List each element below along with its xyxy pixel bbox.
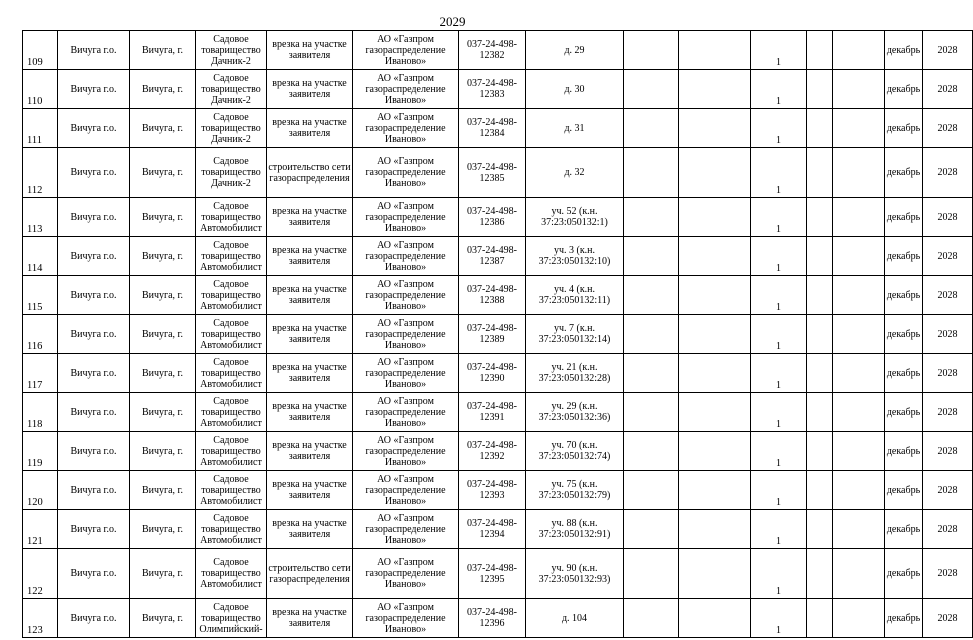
settlement-name: Садовое товарищество Автомобилист [196, 198, 267, 237]
row-number: 112 [23, 148, 58, 198]
empty-cell [833, 599, 885, 638]
quantity: 1 [751, 237, 807, 276]
row-number: 121 [23, 510, 58, 549]
row-number: 116 [23, 315, 58, 354]
address: д. 30 [526, 70, 624, 109]
settlement-name: Садовое товарищество Дачник-2 [196, 70, 267, 109]
empty-cell [833, 276, 885, 315]
municipality: Вичуга г.о. [58, 599, 130, 638]
table-row [23, 315, 973, 354]
application-code: 037-24-498-12392 [459, 432, 526, 471]
empty-cell [624, 510, 679, 549]
month: декабрь [885, 31, 923, 70]
empty-cell [833, 315, 885, 354]
empty-cell [833, 109, 885, 148]
settlement-name: Садовое товарищество Олимпийский- [196, 599, 267, 638]
application-code: 037-24-498-12388 [459, 276, 526, 315]
empty-cell [833, 393, 885, 432]
row-number: 122 [23, 549, 58, 599]
empty-cell [624, 70, 679, 109]
empty-cell [624, 354, 679, 393]
quantity: 1 [751, 432, 807, 471]
empty-cell [807, 432, 833, 471]
address: уч. 90 (к.н. 37:23:050132:93) [526, 549, 624, 599]
address: д. 104 [526, 599, 624, 638]
empty-cell [807, 599, 833, 638]
row-number: 120 [23, 471, 58, 510]
quantity: 1 [751, 148, 807, 198]
gas-connection-table [22, 30, 973, 638]
empty-cell [807, 315, 833, 354]
city: Вичуга, г. [130, 599, 196, 638]
empty-cell [807, 198, 833, 237]
application-code: 037-24-498-12389 [459, 315, 526, 354]
municipality: Вичуга г.о. [58, 315, 130, 354]
organization: АО «Газпром газораспределение Иваново» [353, 471, 459, 510]
empty-cell [679, 432, 751, 471]
address: д. 31 [526, 109, 624, 148]
year: 2028 [923, 510, 973, 549]
table-row [23, 471, 973, 510]
table-body [23, 31, 973, 638]
municipality: Вичуга г.о. [58, 276, 130, 315]
page-number: 2029 [439, 14, 466, 29]
year: 2028 [923, 148, 973, 198]
empty-cell [624, 432, 679, 471]
application-code: 037-24-498-12384 [459, 109, 526, 148]
city: Вичуга, г. [130, 148, 196, 198]
application-code: 037-24-498-12394 [459, 510, 526, 549]
settlement-name: Садовое товарищество Автомобилист [196, 393, 267, 432]
empty-cell [679, 70, 751, 109]
month: декабрь [885, 599, 923, 638]
table-row [23, 109, 973, 148]
empty-cell [807, 237, 833, 276]
organization: АО «Газпром газораспределение Иваново» [353, 354, 459, 393]
organization: АО «Газпром газораспределение Иваново» [353, 276, 459, 315]
settlement-name: Садовое товарищество Автомобилист [196, 432, 267, 471]
municipality: Вичуга г.о. [58, 109, 130, 148]
city: Вичуга, г. [130, 70, 196, 109]
address: д. 29 [526, 31, 624, 70]
month: декабрь [885, 70, 923, 109]
empty-cell [679, 237, 751, 276]
year: 2028 [923, 354, 973, 393]
organization: АО «Газпром газораспределение Иваново» [353, 31, 459, 70]
empty-cell [679, 315, 751, 354]
settlement-name: Садовое товарищество Автомобилист [196, 510, 267, 549]
municipality: Вичуга г.о. [58, 354, 130, 393]
city: Вичуга, г. [130, 237, 196, 276]
empty-cell [679, 109, 751, 148]
application-code: 037-24-498-12386 [459, 198, 526, 237]
work-type: врезка на участке заявителя [267, 471, 353, 510]
year: 2028 [923, 276, 973, 315]
empty-cell [833, 549, 885, 599]
table-row [23, 393, 973, 432]
empty-cell [624, 31, 679, 70]
quantity: 1 [751, 109, 807, 148]
empty-cell [807, 70, 833, 109]
empty-cell [833, 148, 885, 198]
address: уч. 7 (к.н. 37:23:050132:14) [526, 315, 624, 354]
work-type: строительство сети газораспределения [267, 549, 353, 599]
organization: АО «Газпром газораспределение Иваново» [353, 315, 459, 354]
empty-cell [679, 549, 751, 599]
organization: АО «Газпром газораспределение Иваново» [353, 549, 459, 599]
municipality: Вичуга г.о. [58, 432, 130, 471]
city: Вичуга, г. [130, 549, 196, 599]
work-type: врезка на участке заявителя [267, 276, 353, 315]
municipality: Вичуга г.о. [58, 237, 130, 276]
empty-cell [679, 31, 751, 70]
work-type: врезка на участке заявителя [267, 510, 353, 549]
year: 2028 [923, 109, 973, 148]
empty-cell [833, 432, 885, 471]
empty-cell [807, 109, 833, 148]
empty-cell [679, 510, 751, 549]
city: Вичуга, г. [130, 109, 196, 148]
empty-cell [833, 510, 885, 549]
month: декабрь [885, 393, 923, 432]
city: Вичуга, г. [130, 510, 196, 549]
empty-cell [624, 315, 679, 354]
municipality: Вичуга г.о. [58, 510, 130, 549]
empty-cell [807, 549, 833, 599]
organization: АО «Газпром газораспределение Иваново» [353, 599, 459, 638]
month: декабрь [885, 276, 923, 315]
organization: АО «Газпром газораспределение Иваново» [353, 237, 459, 276]
row-number: 118 [23, 393, 58, 432]
address: уч. 21 (к.н. 37:23:050132:28) [526, 354, 624, 393]
municipality: Вичуга г.о. [58, 198, 130, 237]
work-type: врезка на участке заявителя [267, 393, 353, 432]
work-type: врезка на участке заявителя [267, 198, 353, 237]
application-code: 037-24-498-12396 [459, 599, 526, 638]
empty-cell [624, 276, 679, 315]
application-code: 037-24-498-12390 [459, 354, 526, 393]
city: Вичуга, г. [130, 31, 196, 70]
quantity: 1 [751, 393, 807, 432]
city: Вичуга, г. [130, 276, 196, 315]
row-number: 117 [23, 354, 58, 393]
address: уч. 29 (к.н. 37:23:050132:36) [526, 393, 624, 432]
settlement-name: Садовое товарищество Автомобилист [196, 237, 267, 276]
settlement-name: Садовое товарищество Автомобилист [196, 315, 267, 354]
empty-cell [679, 471, 751, 510]
quantity: 1 [751, 276, 807, 315]
address: уч. 75 (к.н. 37:23:050132:79) [526, 471, 624, 510]
application-code: 037-24-498-12395 [459, 549, 526, 599]
work-type: врезка на участке заявителя [267, 237, 353, 276]
empty-cell [833, 31, 885, 70]
empty-cell [624, 148, 679, 198]
empty-cell [833, 237, 885, 276]
empty-cell [807, 393, 833, 432]
organization: АО «Газпром газораспределение Иваново» [353, 148, 459, 198]
quantity: 1 [751, 549, 807, 599]
settlement-name: Садовое товарищество Дачник-2 [196, 31, 267, 70]
month: декабрь [885, 109, 923, 148]
work-type: врезка на участке заявителя [267, 354, 353, 393]
city: Вичуга, г. [130, 198, 196, 237]
empty-cell [833, 471, 885, 510]
empty-cell [679, 354, 751, 393]
city: Вичуга, г. [130, 432, 196, 471]
application-code: 037-24-498-12385 [459, 148, 526, 198]
quantity: 1 [751, 510, 807, 549]
month: декабрь [885, 549, 923, 599]
month: декабрь [885, 315, 923, 354]
municipality: Вичуга г.о. [58, 31, 130, 70]
table-row [23, 237, 973, 276]
city: Вичуга, г. [130, 393, 196, 432]
empty-cell [807, 276, 833, 315]
empty-cell [833, 354, 885, 393]
municipality: Вичуга г.о. [58, 471, 130, 510]
table-row [23, 70, 973, 109]
application-code: 037-24-498-12391 [459, 393, 526, 432]
empty-cell [807, 471, 833, 510]
municipality: Вичуга г.о. [58, 393, 130, 432]
row-number: 110 [23, 70, 58, 109]
year: 2028 [923, 549, 973, 599]
application-code: 037-24-498-12387 [459, 237, 526, 276]
row-number: 113 [23, 198, 58, 237]
quantity: 1 [751, 471, 807, 510]
application-code: 037-24-498-12393 [459, 471, 526, 510]
address: уч. 70 (к.н. 37:23:050132:74) [526, 432, 624, 471]
work-type: врезка на участке заявителя [267, 315, 353, 354]
organization: АО «Газпром газораспределение Иваново» [353, 198, 459, 237]
empty-cell [624, 237, 679, 276]
city: Вичуга, г. [130, 354, 196, 393]
address: уч. 88 (к.н. 37:23:050132:91) [526, 510, 624, 549]
month: декабрь [885, 198, 923, 237]
organization: АО «Газпром газораспределение Иваново» [353, 70, 459, 109]
year: 2028 [923, 237, 973, 276]
year: 2028 [923, 393, 973, 432]
empty-cell [624, 599, 679, 638]
settlement-name: Садовое товарищество Автомобилист [196, 354, 267, 393]
quantity: 1 [751, 70, 807, 109]
month: декабрь [885, 148, 923, 198]
year: 2028 [923, 599, 973, 638]
year: 2028 [923, 198, 973, 237]
empty-cell [833, 198, 885, 237]
year: 2028 [923, 471, 973, 510]
empty-cell [679, 276, 751, 315]
table-row [23, 549, 973, 599]
month: декабрь [885, 432, 923, 471]
empty-cell [624, 549, 679, 599]
row-number: 114 [23, 237, 58, 276]
table-row [23, 599, 973, 638]
organization: АО «Газпром газораспределение Иваново» [353, 510, 459, 549]
settlement-name: Садовое товарищество Дачник-2 [196, 148, 267, 198]
address: д. 32 [526, 148, 624, 198]
municipality: Вичуга г.о. [58, 148, 130, 198]
work-type: врезка на участке заявителя [267, 31, 353, 70]
empty-cell [679, 198, 751, 237]
municipality: Вичуга г.о. [58, 549, 130, 599]
work-type: строительство сети газораспределения [267, 148, 353, 198]
quantity: 1 [751, 315, 807, 354]
application-code: 037-24-498-12383 [459, 70, 526, 109]
empty-cell [624, 471, 679, 510]
address: уч. 4 (к.н. 37:23:050132:11) [526, 276, 624, 315]
table-row [23, 31, 973, 70]
empty-cell [833, 70, 885, 109]
address: уч. 52 (к.н. 37:23:050132:1) [526, 198, 624, 237]
empty-cell [807, 354, 833, 393]
month: декабрь [885, 471, 923, 510]
settlement-name: Садовое товарищество Автомобилист [196, 471, 267, 510]
empty-cell [679, 148, 751, 198]
quantity: 1 [751, 599, 807, 638]
empty-cell [624, 198, 679, 237]
empty-cell [807, 148, 833, 198]
month: декабрь [885, 510, 923, 549]
year: 2028 [923, 432, 973, 471]
city: Вичуга, г. [130, 471, 196, 510]
row-number: 119 [23, 432, 58, 471]
empty-cell [807, 510, 833, 549]
row-number: 109 [23, 31, 58, 70]
work-type: врезка на участке заявителя [267, 432, 353, 471]
row-number: 123 [23, 599, 58, 638]
municipality: Вичуга г.о. [58, 70, 130, 109]
table-row [23, 148, 973, 198]
empty-cell [624, 393, 679, 432]
year: 2028 [923, 31, 973, 70]
city: Вичуга, г. [130, 315, 196, 354]
quantity: 1 [751, 31, 807, 70]
work-type: врезка на участке заявителя [267, 599, 353, 638]
quantity: 1 [751, 354, 807, 393]
empty-cell [679, 393, 751, 432]
year: 2028 [923, 70, 973, 109]
table-row [23, 354, 973, 393]
month: декабрь [885, 237, 923, 276]
year: 2028 [923, 315, 973, 354]
table-row [23, 510, 973, 549]
quantity: 1 [751, 198, 807, 237]
work-type: врезка на участке заявителя [267, 70, 353, 109]
empty-cell [807, 31, 833, 70]
empty-cell [624, 109, 679, 148]
table-row [23, 198, 973, 237]
settlement-name: Садовое товарищество Автомобилист [196, 549, 267, 599]
settlement-name: Садовое товарищество Автомобилист [196, 276, 267, 315]
empty-cell [679, 599, 751, 638]
table-row [23, 276, 973, 315]
row-number: 115 [23, 276, 58, 315]
settlement-name: Садовое товарищество Дачник-2 [196, 109, 267, 148]
work-type: врезка на участке заявителя [267, 109, 353, 148]
application-code: 037-24-498-12382 [459, 31, 526, 70]
address: уч. 3 (к.н. 37:23:050132:10) [526, 237, 624, 276]
row-number: 111 [23, 109, 58, 148]
organization: АО «Газпром газораспределение Иваново» [353, 432, 459, 471]
organization: АО «Газпром газораспределение Иваново» [353, 393, 459, 432]
organization: АО «Газпром газораспределение Иваново» [353, 109, 459, 148]
table-row [23, 432, 973, 471]
month: декабрь [885, 354, 923, 393]
